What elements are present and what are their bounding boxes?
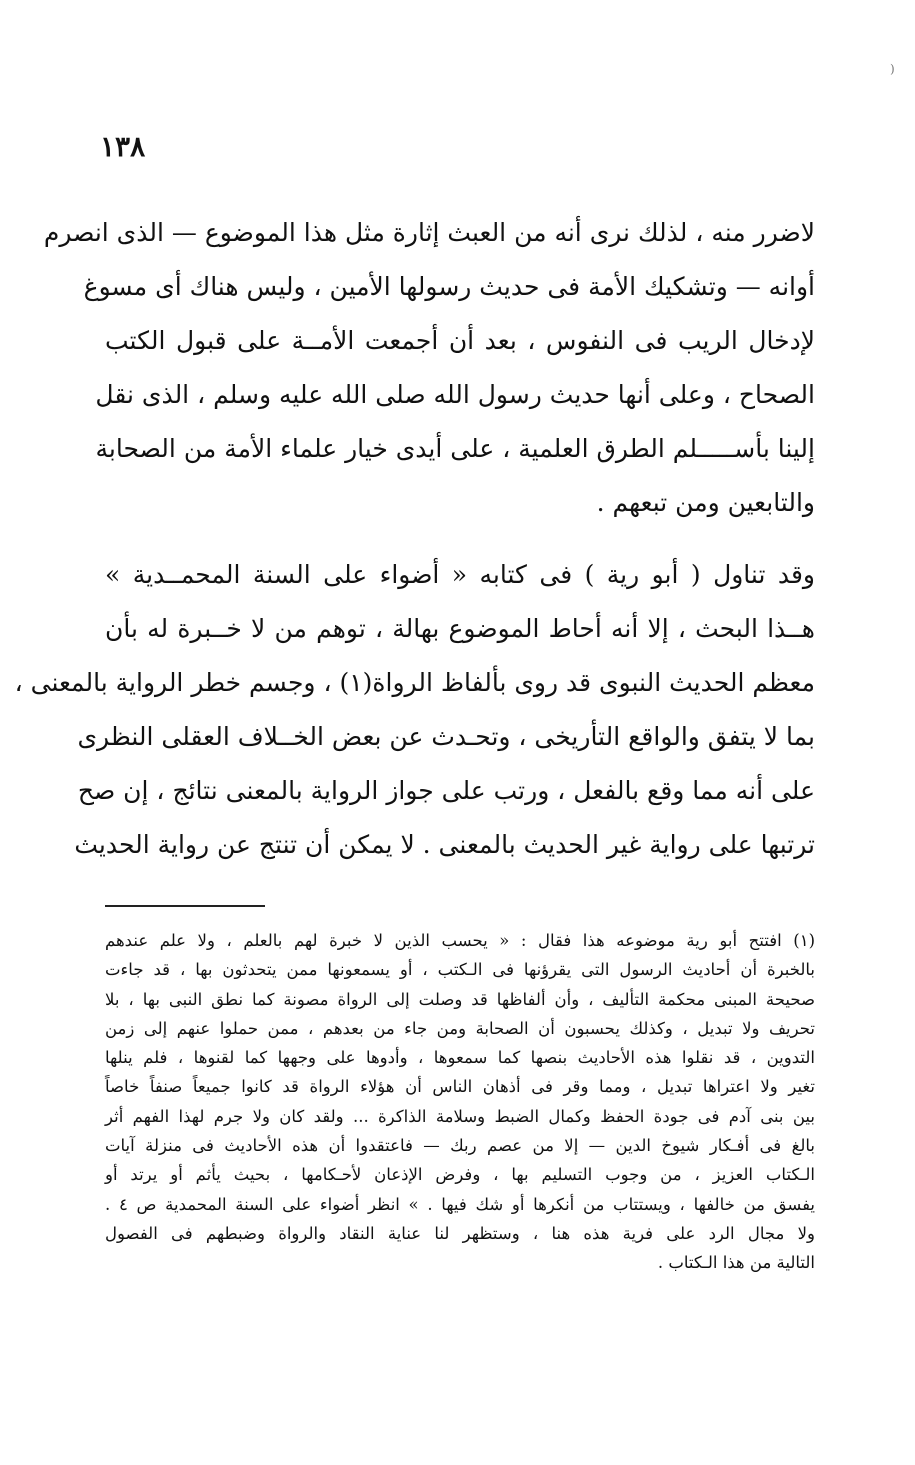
scan-edge-mark: (	[890, 62, 895, 76]
text-line: بما لا يتفق والواقع التأريخى ، وتحـدث عن بعض الخــلاف العقلى النظرى	[77, 722, 815, 751]
footnote-line: ولا مجال الرد على فرية هذه هنا ، وستظهر لنا عناية النقاد والرواة وضبطهم فى الفصول	[105, 1223, 815, 1243]
text-line: معظم الحديث النبوى قد روى بألفاظ الرواة(١) ، وجسم خطر الرواية بالمعنى ،	[14, 668, 815, 697]
footnote-divider	[105, 905, 265, 907]
footnote-line: بالخبرة أن أحاديث الرسول التى يقرؤنها فى الـكتب ، أو يسمعونها ممن يتحدثون بها ، قد جاءت	[105, 960, 815, 980]
text-line: وقد تناول ( أبو رية ) فى كتابه « أضواء على السنة المحمــدية »	[105, 560, 815, 589]
footnote-line: يفسق من خالفها ، ويستتاب من أنكرها أو شك فيها . » انظر أضواء على السنة المحمدية ص ٤ .	[105, 1194, 816, 1214]
paragraph-1	[43, 206, 815, 530]
footnote	[105, 926, 815, 1278]
text-line: لإدخال الريب فى النفوس ، بعد أن أجمعت الأمــة على قبول الكتب	[105, 326, 815, 355]
text-line: الصحاح ، وعلى أنها حديث رسول الله صلى الله عليه وسلم ، الذى نقل	[95, 380, 815, 409]
footnote-line: تغير ولا اعتراها تبديل ، ومما وقر فى أذهان الناس أن هؤلاء الرواة قد كانوا جميعاً صنفاً خاصاً	[105, 1077, 815, 1097]
footnote-line: بالغ فى أفـكار شيوخ الدين — إلا من عصم ربك — فاعتقدوا أن هذه الأحاديث فى منزلة آيات	[105, 1136, 815, 1156]
footnote-line: صحيحة المبنى محكمة التأليف ، وأن ألفاظها قد وصلت إلى الرواة مصونة كما نطق النبى بها ، بلا	[105, 989, 815, 1009]
footnote-line: تحريف ولا تبديل ، وكذلك يحسبون أن الصحابة ومن جاء من بعدهم ، ممن حملوا عنهم إلى زمن	[105, 1018, 815, 1038]
footnote-line: التالية من هذا الـكتاب .	[657, 1253, 815, 1273]
page-number: ١٣٨	[100, 130, 146, 163]
text-line: والتابعين ومن تبعهم .	[596, 488, 815, 517]
text-line: ترتبها على رواية غير الحديث بالمعنى . لا يمكن أن تنتج عن رواية الحديث	[74, 830, 815, 859]
footnote-line: (١) افتتح أبو رية موضوعه هذا فقال : « يحسب الذين لا خبرة لهم بالعلم ، ولا علم عندهم	[105, 931, 815, 950]
text-line: لاضرر منه ، لذلك نرى أنه من العبث إثارة مثل هذا الموضوع — الذى انصرم	[43, 218, 815, 247]
text-line: هــذا البحث ، إلا أنه أحاط الموضوع بهالة ، توهم من لا خــبرة له بأن	[105, 614, 815, 643]
footnote-line: بين بنى آدم فى جودة الحفظ وكمال الضبط وسلامة الذاكرة ... ولقد كان ولا جرم لهذا الفهم أثر	[105, 1106, 815, 1126]
footnote-line: التدوين ، قد نقلوا هذه الأحاديث بنصها كما سمعوها ، وأدوها على وجهها كما لقنوها ، فلم ينلها	[105, 1048, 815, 1068]
text-line: إلينا بأســـــلم الطرق العلمية ، على أيدى خيار علماء الأمة من الصحابة	[95, 434, 815, 463]
footnote-line: الـكتاب العزيز ، من وجوب التسليم بها ، وفرض الإذعان لأحـكامها ، بحيث يأثم أو يرتد أو	[105, 1165, 815, 1185]
text-line: أوانه — وتشكيك الأمة فى حديث رسولها الأمين ، وليس هناك أى مسوغ	[83, 272, 815, 301]
text-line: على أنه مما وقع بالفعل ، ورتب على جواز الرواية بالمعنى نتائج ، إن صح	[77, 776, 815, 805]
paragraph-2	[14, 548, 815, 872]
